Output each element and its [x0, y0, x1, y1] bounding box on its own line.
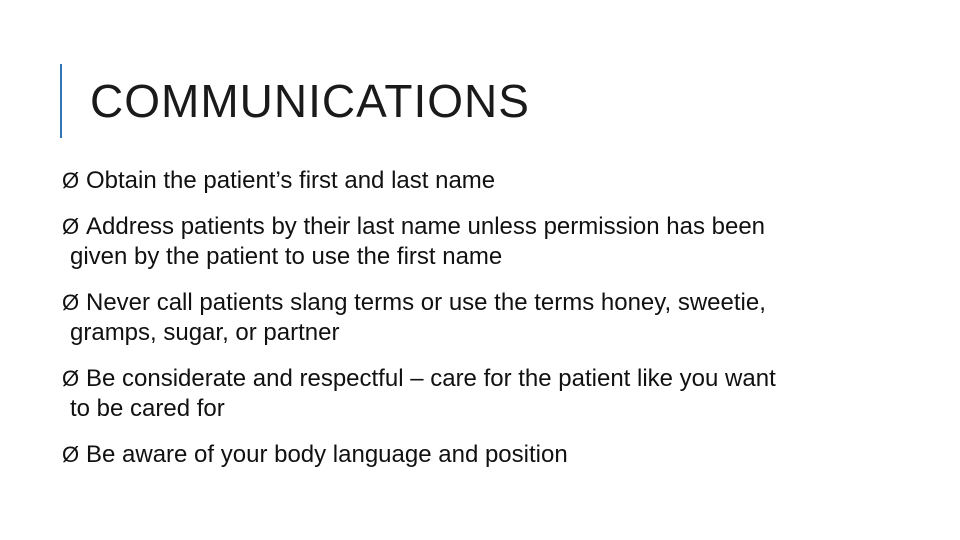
slide-title: COMMUNICATIONS — [90, 75, 530, 127]
bullet-item — [62, 288, 912, 348]
bullet-text: Be aware of your body language and position — [86, 441, 568, 468]
bullet-text: Never call patients slang terms or use the terms honey, sweetie, — [86, 289, 766, 316]
bullet-text-continued: gramps, sugar, or partner — [70, 319, 340, 346]
arrow-bullet-icon: Ø — [62, 168, 80, 193]
bullet-text: Obtain the patient’s first and last name — [86, 167, 496, 194]
arrow-bullet-icon: Ø — [62, 442, 80, 467]
bullet-item — [62, 212, 912, 272]
bullet-text-continued: given by the patient to use the first name — [70, 243, 503, 270]
bullet-item — [62, 440, 912, 470]
bullet-text-continued: to be cared for — [70, 395, 225, 422]
arrow-bullet-icon: Ø — [62, 290, 80, 315]
bullet-item — [62, 364, 912, 424]
bullet-list — [62, 166, 912, 486]
arrow-bullet-icon: Ø — [62, 366, 80, 391]
arrow-bullet-icon: Ø — [62, 214, 80, 239]
title-accent-bar — [60, 64, 62, 138]
bullet-text: Address patients by their last name unless permission has been — [86, 213, 766, 240]
bullet-text: Be considerate and respectful – care for the patient like you want — [86, 365, 776, 392]
bullet-item — [62, 166, 912, 196]
